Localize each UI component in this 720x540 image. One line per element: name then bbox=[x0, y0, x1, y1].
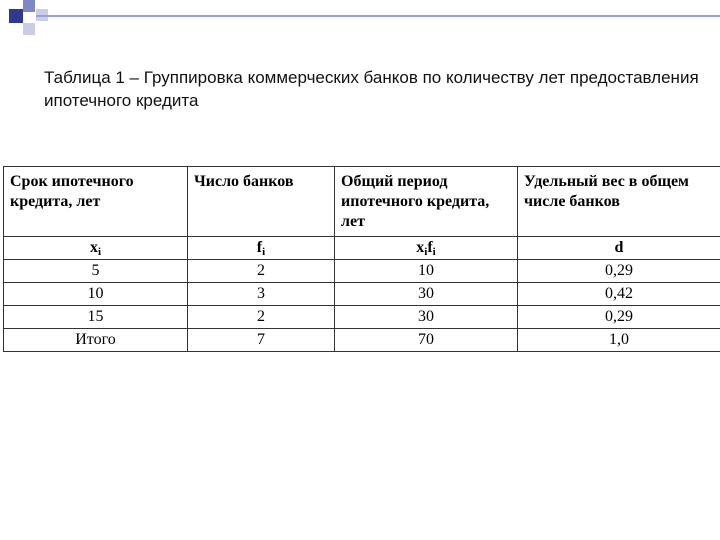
symbol-x: $x_i$ bbox=[4, 237, 188, 260]
header-term: Срок ипотечного кредита, лет bbox=[4, 167, 188, 237]
cell-share: 0,42 bbox=[518, 283, 720, 306]
slide-decoration bbox=[0, 0, 720, 40]
cell-share: 1,0 bbox=[518, 329, 720, 352]
cell-term: 15 bbox=[4, 306, 188, 329]
cell-total-period: 30 bbox=[335, 306, 518, 329]
cell-share: 0,29 bbox=[518, 306, 720, 329]
grouping-table bbox=[3, 166, 720, 352]
cell-total-period: 10 bbox=[335, 260, 518, 283]
table-caption: Таблица 1 – Группировка коммерческих банков по количеству лет предоставления ипотечного кредита bbox=[44, 68, 699, 110]
decor-square-mid bbox=[23, 0, 35, 12]
cell-total-period: 70 bbox=[335, 329, 518, 352]
symbol-xf: $x_if_i$ bbox=[335, 237, 518, 260]
table-row bbox=[4, 260, 720, 283]
table-container bbox=[3, 166, 720, 352]
cell-term: 10 bbox=[4, 283, 188, 306]
cell-bank-count: 7 bbox=[188, 329, 335, 352]
cell-bank-count: 2 bbox=[188, 260, 335, 283]
header-share: Удельный вес в общем числе банков bbox=[518, 167, 720, 237]
header-row bbox=[4, 167, 720, 237]
header-total-period: Общий период ипотечного кредита, лет bbox=[335, 167, 518, 237]
header-bank-count: Число банков bbox=[188, 167, 335, 237]
cell-total-period: 30 bbox=[335, 283, 518, 306]
cell-term: Итого bbox=[4, 329, 188, 352]
symbol-d: d bbox=[518, 237, 720, 260]
symbol-row bbox=[4, 237, 720, 260]
cell-bank-count: 2 bbox=[188, 306, 335, 329]
symbol-f: $f_i$ bbox=[188, 237, 335, 260]
cell-term: 5 bbox=[4, 260, 188, 283]
table-row-total bbox=[4, 329, 720, 352]
cell-bank-count: 3 bbox=[188, 283, 335, 306]
table-row bbox=[4, 306, 720, 329]
decor-square-dark bbox=[9, 9, 23, 23]
table-row bbox=[4, 283, 720, 306]
cell-share: 0,29 bbox=[518, 260, 720, 283]
decor-square-light bbox=[23, 23, 35, 35]
